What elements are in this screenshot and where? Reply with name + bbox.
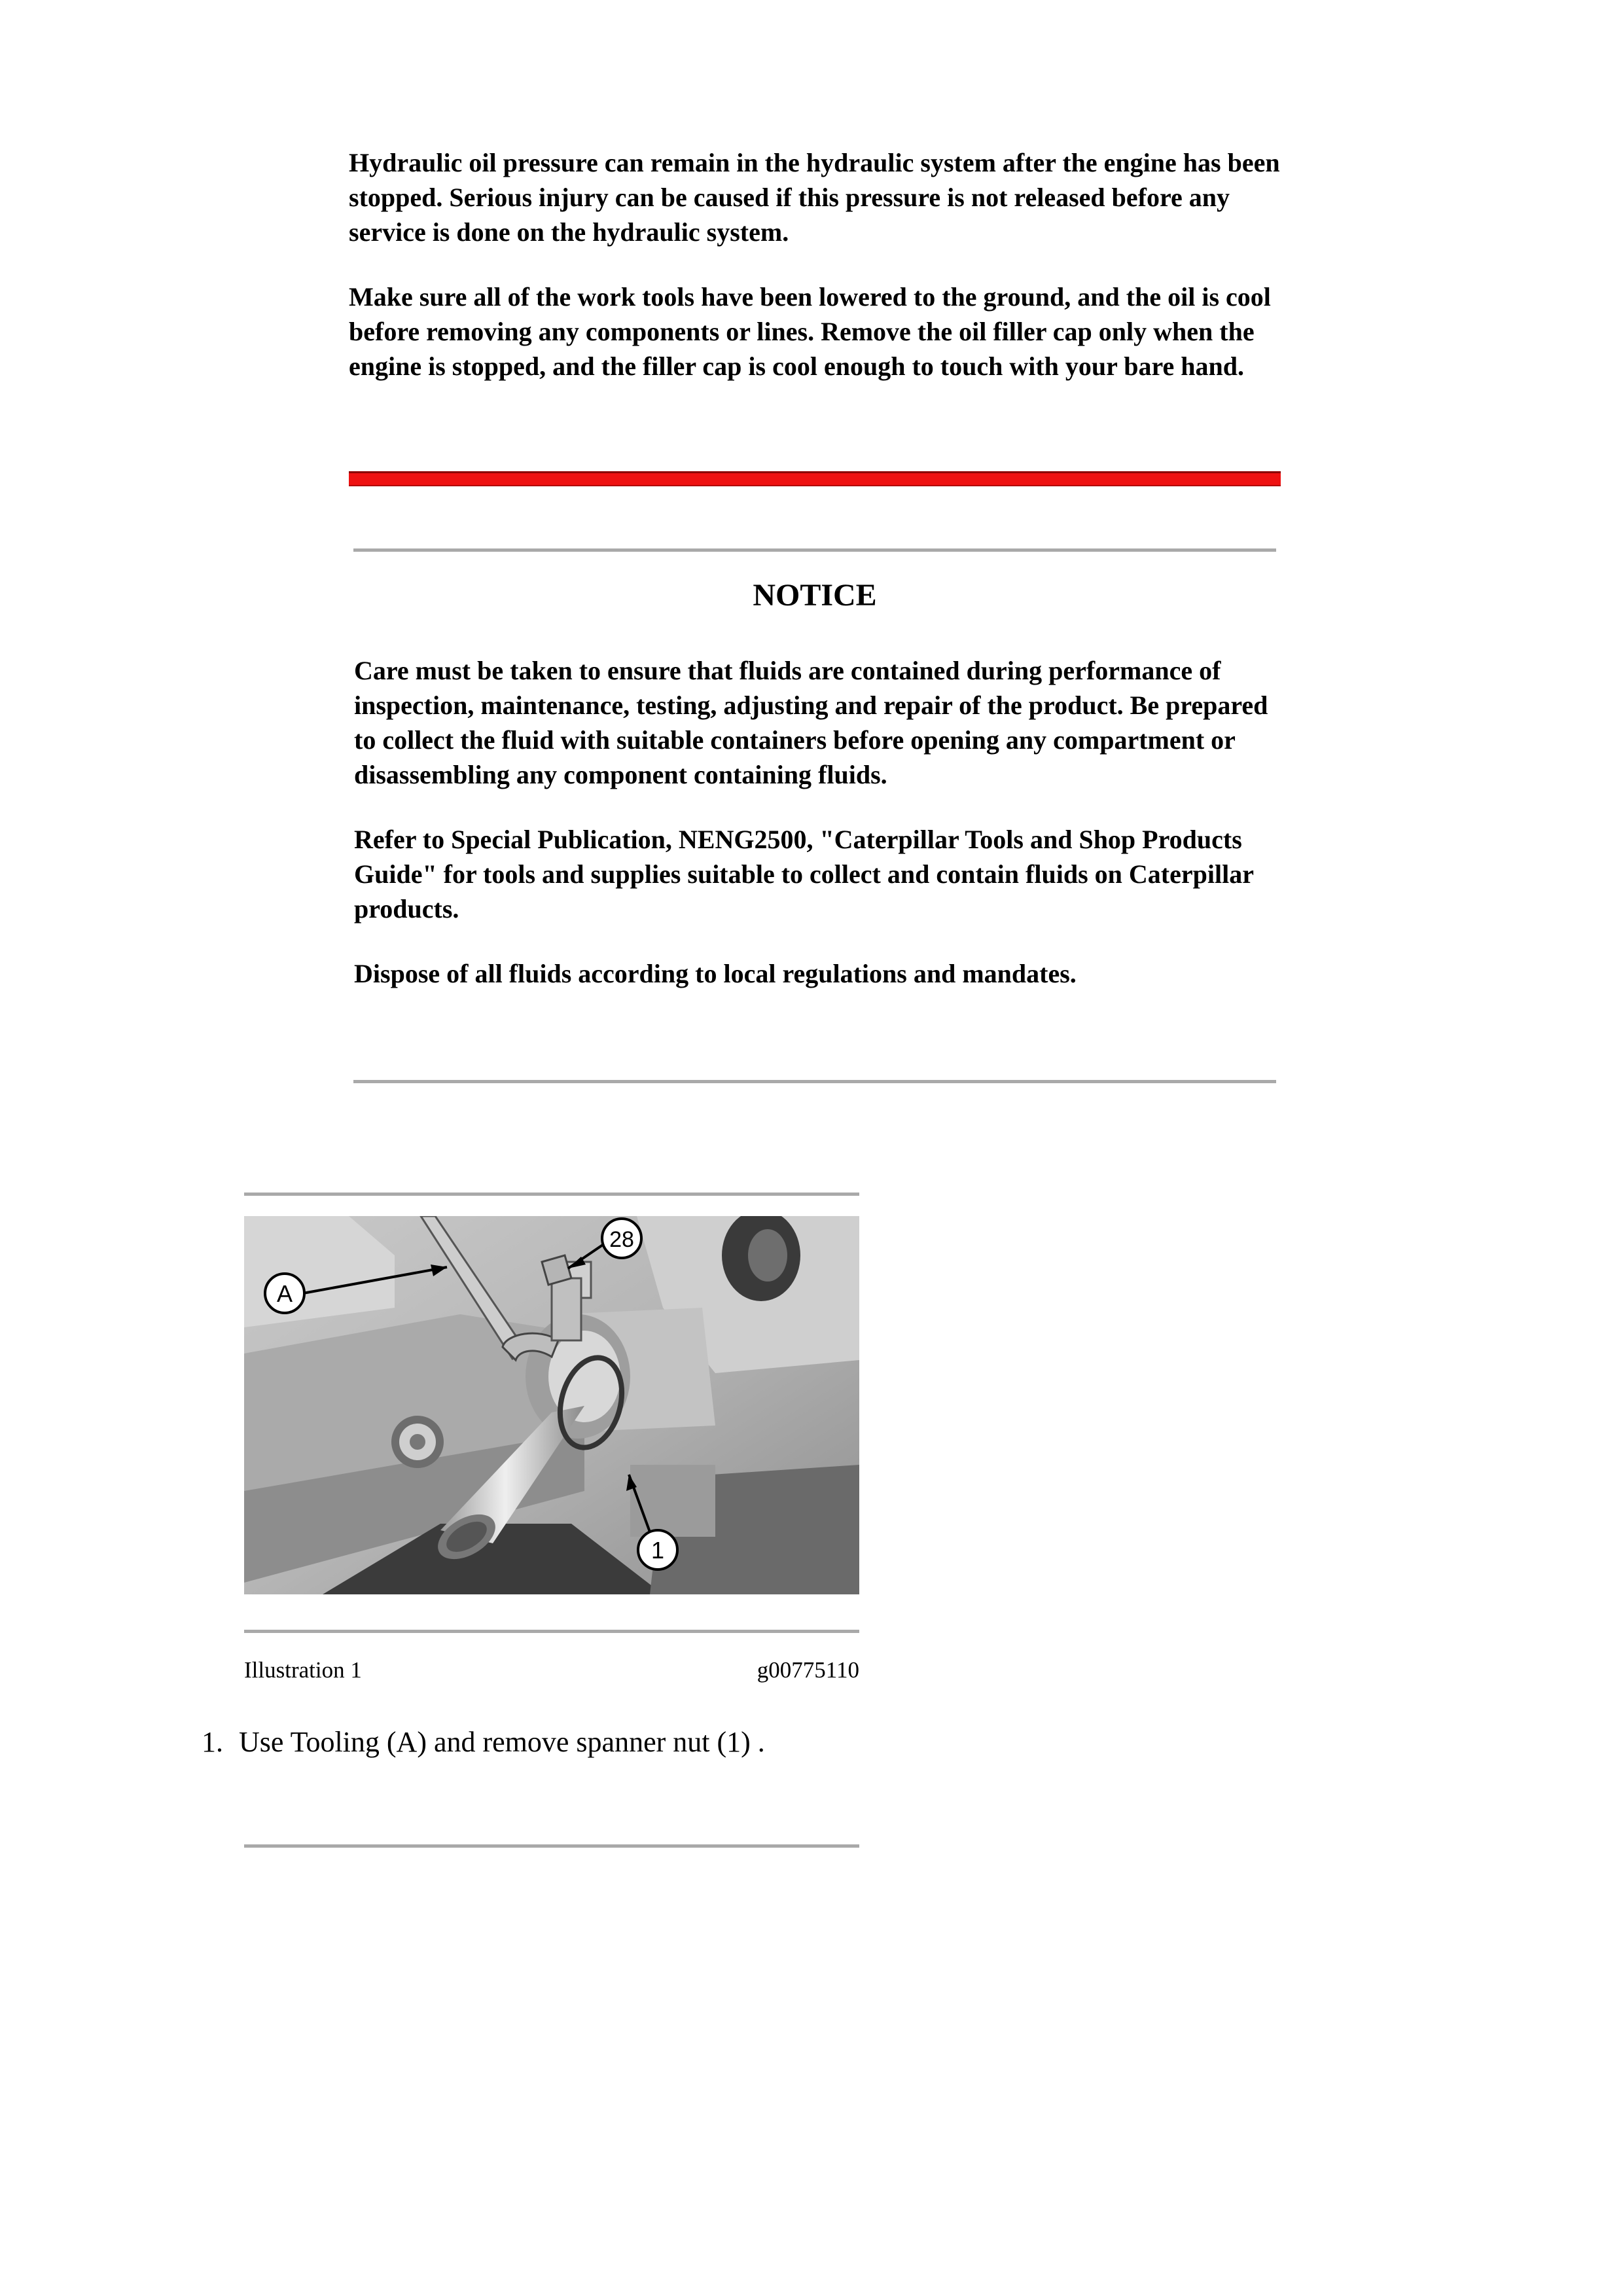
callout-28-label: 28 [609,1227,634,1252]
illustration-top-rule [244,1193,859,1196]
step-text: Use Tooling (A) and remove spanner nut (1) . [239,1726,765,1758]
procedure-step [202,1724,765,1761]
step-bottom-rule [244,1844,859,1848]
notice-text-block [354,653,1283,1021]
notice-paragraph: Dispose of all fluids according to local regulations and mandates. [354,959,1077,988]
warning-divider-bar [349,471,1281,486]
illustration-caption-label: Illustration 1 [244,1657,362,1683]
notice-top-rule [353,548,1276,552]
notice-paragraph: Refer to Special Publication, NENG2500, "Caterpillar Tools and Shop Products Guide" for tools and supplies suitable to collect and contain fluids on Caterpillar products. [354,825,1254,924]
illustration-photo [244,1216,859,1594]
notice-title: NOTICE [753,578,877,613]
callout-1-label: 1 [651,1537,665,1564]
warning-paragraph: Hydraulic oil pressure can remain in the hydraulic system after the engine has been stopped. Serious injury can be caused if this pressure is not released before any service is done on the hydraulic system. [349,148,1280,247]
callout-a-label: A [276,1280,293,1307]
notice-paragraph: Care must be taken to ensure that fluids are contained during performance of inspection, maintenance, testing, adjusting and repair of the product. Be prepared to collect the fluid with suitable containers before opening any compartment or disassembling any component containing fluids. [354,656,1268,789]
warning-paragraph: Make sure all of the work tools have been lowered to the ground, and the oil is cool before removing any components or lines. Remove the oil filler cap only when the engine is stopped, and the filler cap is cool enough to touch with your bare hand. [349,282,1271,381]
step-number: 1. [202,1726,223,1758]
illustration-bottom-rule [244,1630,859,1633]
illustration-caption-id: g00775110 [757,1657,859,1683]
notice-bottom-rule [353,1080,1276,1083]
warning-text-block [349,145,1285,414]
